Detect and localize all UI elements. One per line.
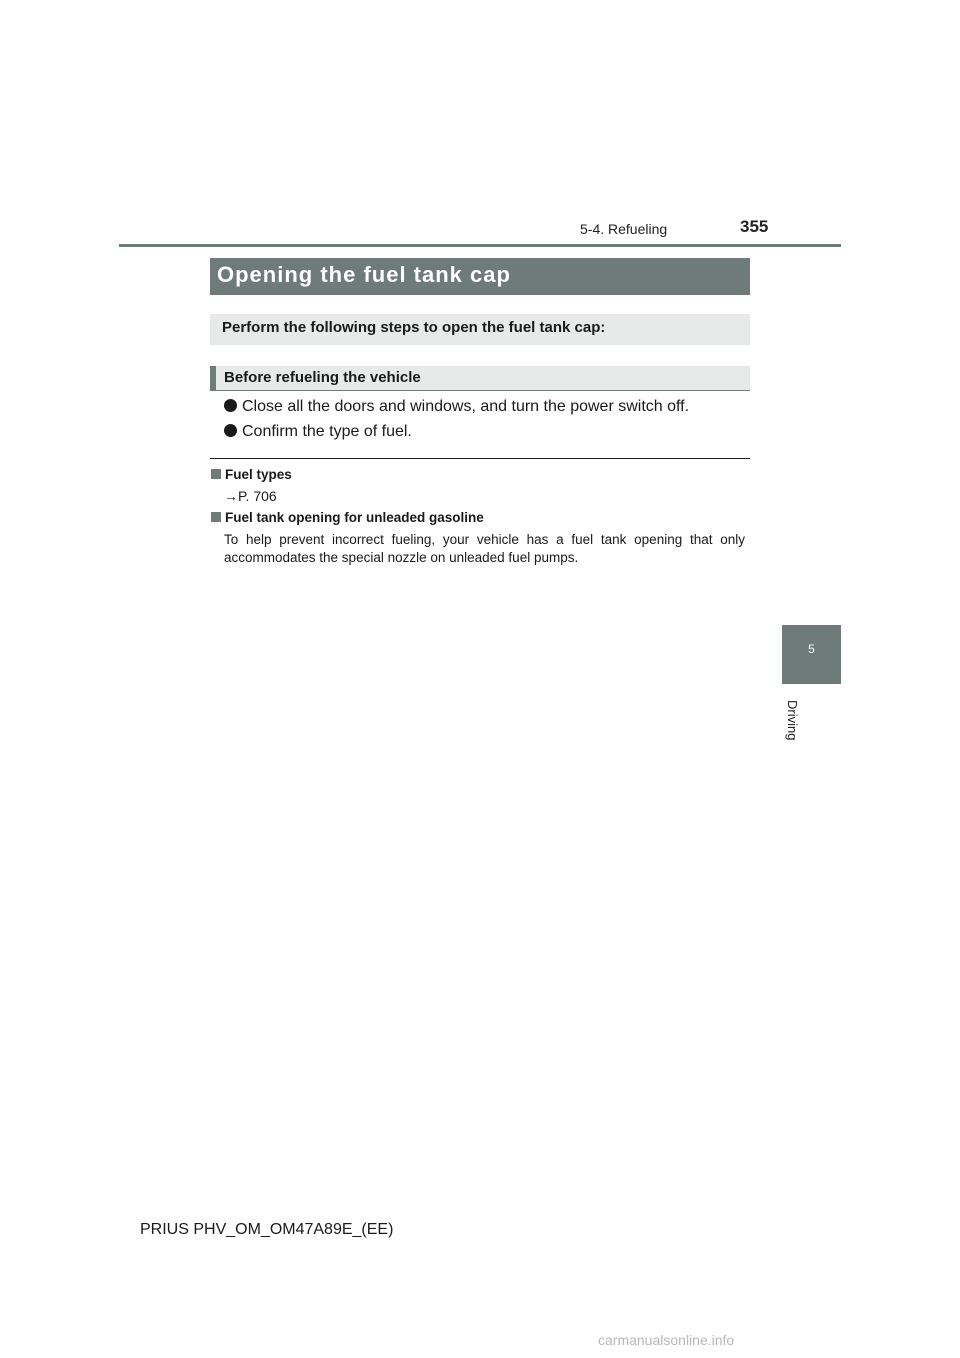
bullet-text: Confirm the type of fuel. xyxy=(242,423,412,440)
chapter-label: Driving xyxy=(785,700,800,741)
subsection-title: Before refueling the vehicle xyxy=(224,369,421,386)
footer-document-code: PRIUS PHV_OM_OM47A89E_(EE) xyxy=(140,1221,394,1238)
note-page-reference: →P. 706 xyxy=(224,488,277,504)
bullet-dot-icon xyxy=(224,399,237,412)
subsection-header xyxy=(210,366,750,391)
chapter-number: 5 xyxy=(808,642,815,656)
header-divider xyxy=(119,244,841,247)
section-title-bar xyxy=(210,258,750,295)
bullet-item xyxy=(224,423,412,441)
note-square-icon xyxy=(211,469,221,479)
header-section-title: 5-4. Refueling xyxy=(580,221,668,237)
note-heading-fuel-types: Fuel types xyxy=(211,467,292,482)
watermark: carmanualsonline.info xyxy=(598,1332,735,1348)
section-divider xyxy=(210,458,750,459)
bullet-text: Close all the doors and windows, and turn the power switch off. xyxy=(242,398,690,415)
subsection-accent-bar xyxy=(210,366,216,390)
bullet-item xyxy=(224,398,689,416)
note-body-text: To help prevent incorrect fueling, your vehicle has a fuel tank opening that only accommodates the special nozzle on unleaded fuel pumps. xyxy=(224,532,745,565)
note-heading-fuel-tank-opening: Fuel tank opening for unleaded gasoline xyxy=(211,510,484,525)
bullet-dot-icon xyxy=(224,424,237,437)
intro-box xyxy=(210,314,750,345)
intro-text: Perform the following steps to open the fuel tank cap: xyxy=(222,319,606,336)
page-number: 355 xyxy=(740,217,769,236)
section-title: Opening the fuel tank cap xyxy=(217,262,511,287)
chapter-tab xyxy=(782,625,841,684)
note-square-icon xyxy=(211,512,221,522)
